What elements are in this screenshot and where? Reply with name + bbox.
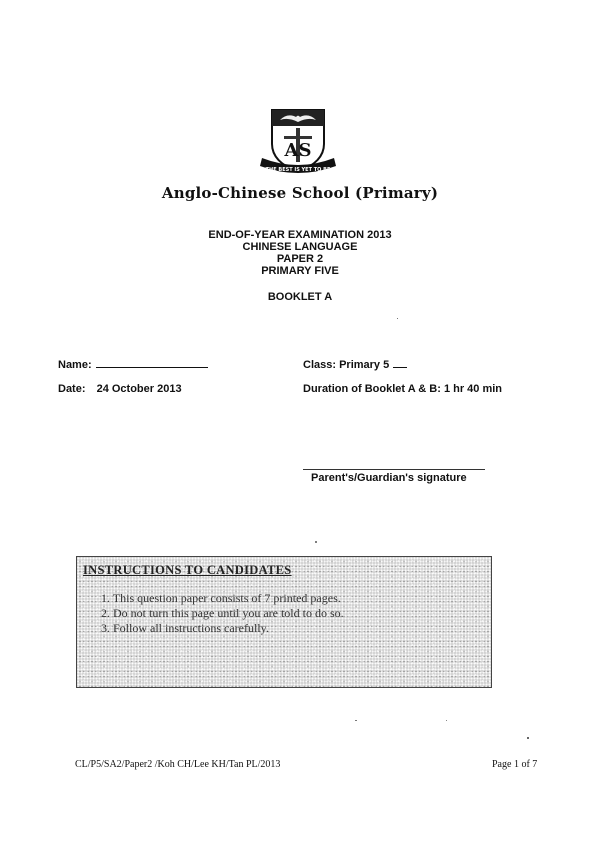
scan-speck [315,541,317,543]
scan-speck [446,720,447,721]
instructions-title: INSTRUCTIONS TO CANDIDATES [83,563,292,577]
signature-label: Parent's/Guardian's signature [311,472,467,484]
class-field [303,358,407,371]
school-name: Anglo-Chinese School (Primary) [161,184,439,202]
instruction-item: 1. This question paper consists of 7 printed pages. [101,591,341,605]
class-label: Class: Primary 5 [303,359,390,371]
exam-subject: CHINESE LANGUAGE [242,241,358,253]
exam-level: PRIMARY FIVE [261,265,339,277]
crest-monogram: AS [284,140,312,161]
crest-motto: THE BEST IS YET TO BE [265,167,331,173]
instruction-item: 3. Follow all instructions carefully. [101,621,269,635]
page-number: Page 1 of 7 [492,759,538,770]
class-blank [393,358,407,368]
instructions-box [76,556,492,688]
name-blank [96,358,208,368]
name-field [58,358,208,371]
scan-speck [527,737,529,739]
date-value: 24 October 2013 [96,383,182,395]
exam-paper: PAPER 2 [276,253,324,265]
scan-speck [397,318,398,319]
instruction-item: 2. Do not turn this page until you are told to do so. [101,606,344,620]
name-label: Name: [58,359,92,371]
footer-reference: CL/P5/SA2/Paper2 /Koh CH/Lee KH/Tan PL/2013 [75,759,281,770]
date-label: Date: [58,383,86,395]
signature-line [303,469,485,470]
date-field [58,383,182,395]
school-crest-logo [258,104,338,180]
exam-title: END-OF-YEAR EXAMINATION 2013 [208,229,392,241]
duration-text: Duration of Booklet A & B: 1 hr 40 min [303,383,503,395]
booklet-label: BOOKLET A [267,291,333,303]
scan-speck [355,720,357,721]
